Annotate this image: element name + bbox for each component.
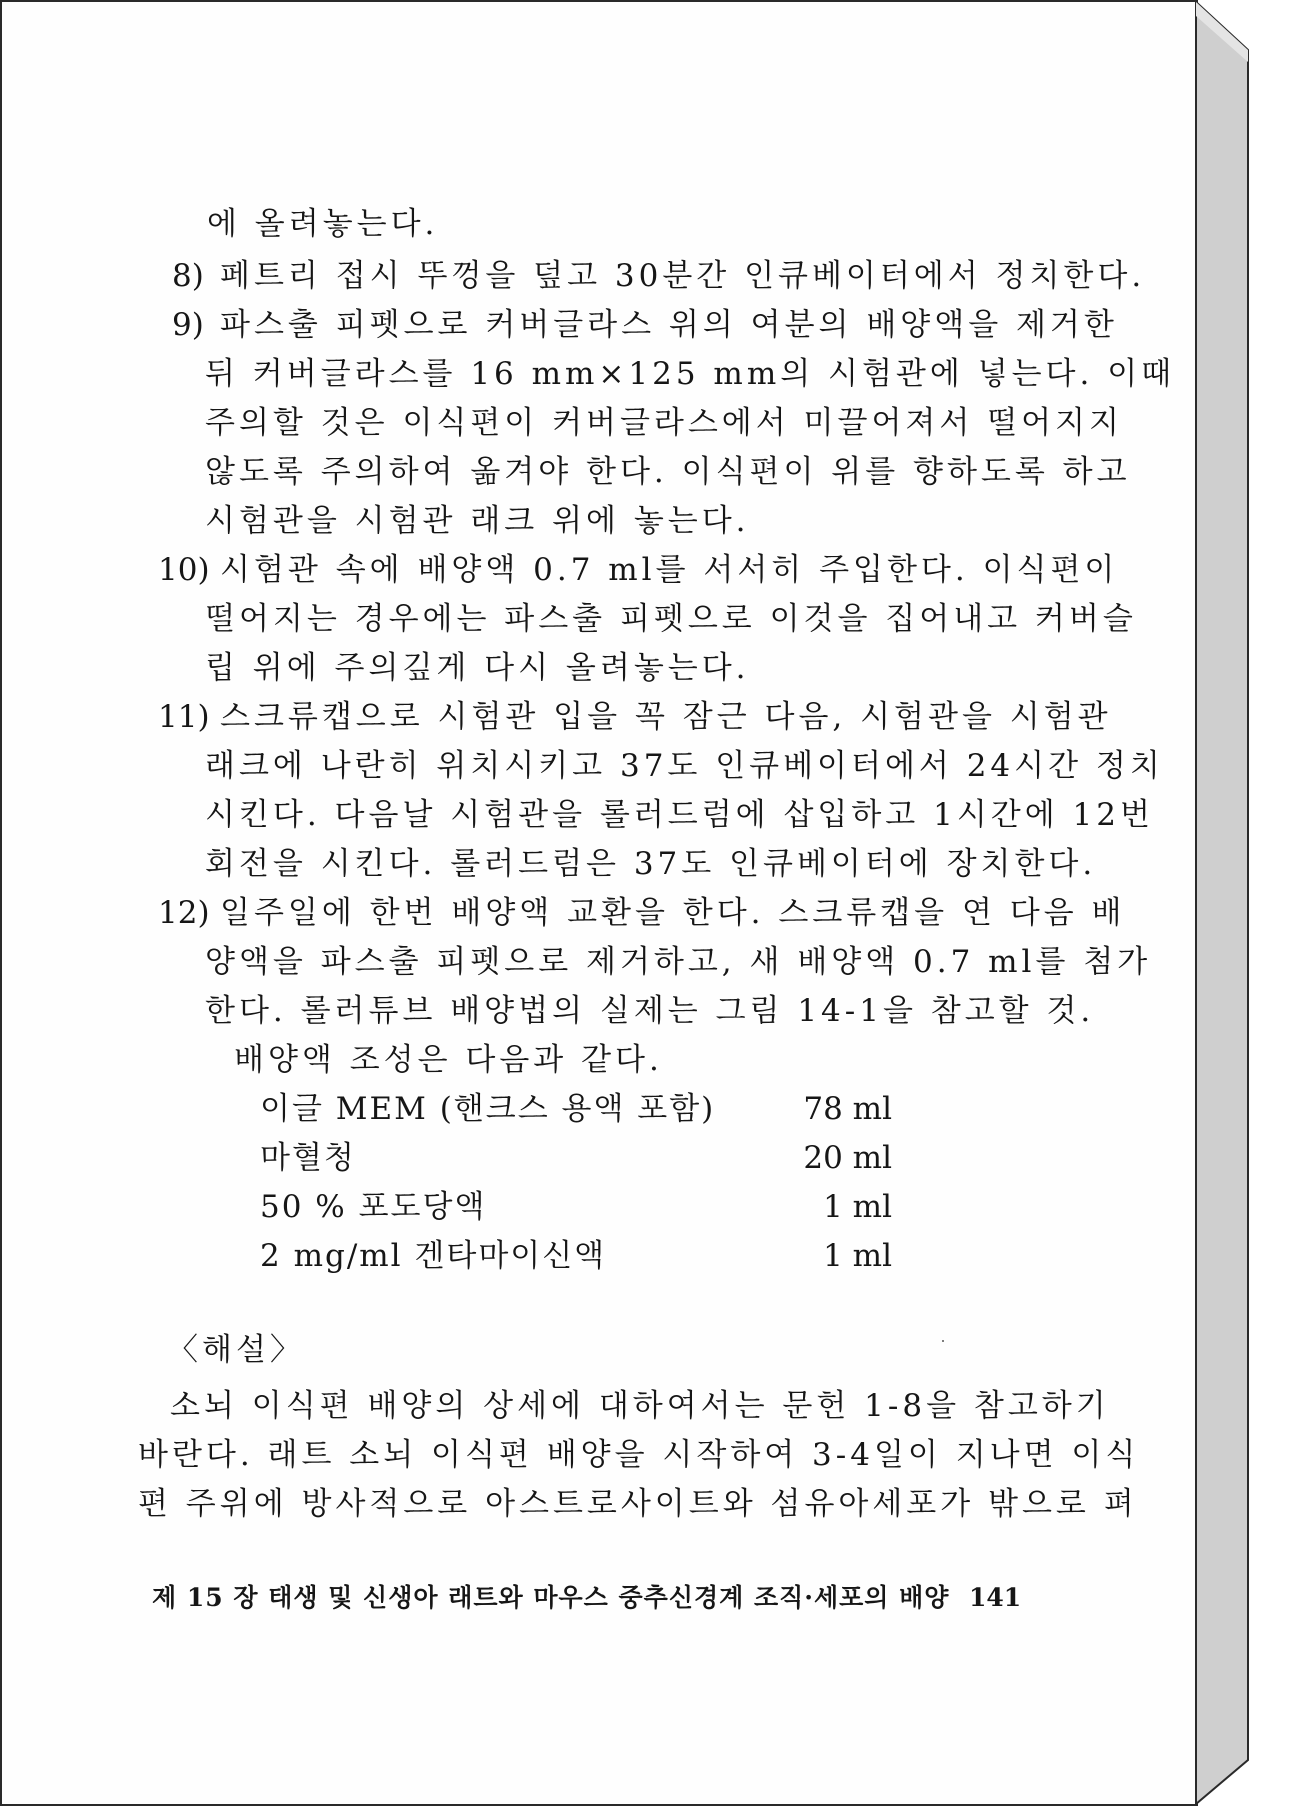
composition-item-name: 이글 MEM (핸크스 용액 포함) [260, 1091, 716, 1127]
commentary-text: 편 주위에 방사적으로 아스트로사이트와 섬유아세포가 밖으로 펴 [138, 1486, 1138, 1522]
step-11-text: 회전을 시킨다. 롤러드럼은 37도 인큐베이터에 장치한다. [205, 846, 1097, 882]
text-line: 에 올려놓는다. [207, 206, 439, 242]
step-12-text: 한다. 롤러튜브 배양법의 실제는 그림 14-1을 참고할 것. [205, 993, 1095, 1029]
composition-item-amount: 1 ml [823, 1189, 892, 1225]
step-11-text: 스크류캡으로 시험관 입을 꼭 잠근 다음, 시험관을 시험관 [220, 699, 1112, 735]
dust-speck [942, 1340, 944, 1342]
page-number: 141 [969, 1583, 1022, 1612]
step-10-text: 떨어지는 경우에는 파스출 피펫으로 이것을 집어내고 커버슬 [205, 601, 1137, 637]
step-number: 12) [158, 895, 210, 931]
page-stack-top [1196, 2, 1248, 62]
composition-item-name: 50 % 포도당액 [260, 1189, 487, 1225]
composition-intro: 배양액 조성은 다음과 같다. [234, 1042, 663, 1078]
composition-item-amount: 78 ml [803, 1091, 892, 1127]
composition-item-name: 마혈청 [260, 1140, 356, 1176]
commentary-text: 바란다. 래트 소뇌 이식편 배양을 시작하여 3-4일이 지나면 이식 [138, 1437, 1140, 1473]
step-8-text: 페트리 접시 뚜껑을 덮고 30분간 인큐베이터에서 정치한다. [220, 258, 1146, 294]
composition-item-amount: 20 ml [803, 1140, 892, 1176]
composition-item-name: 2 mg/ml 겐타마이신액 [260, 1238, 607, 1274]
step-number: 11) [158, 699, 210, 735]
commentary-text: 소뇌 이식편 배양의 상세에 대하여서는 문헌 1-8을 참고하기 [170, 1388, 1110, 1424]
step-11-text: 래크에 나란히 위치시키고 37도 인큐베이터에서 24시간 정치 [205, 748, 1164, 784]
composition-item-amount: 1 ml [823, 1238, 892, 1274]
commentary-heading: 〈해설〉 [167, 1332, 305, 1368]
step-9-text: 않도록 주의하여 옮겨야 한다. 이식편이 위를 향하도록 하고 [205, 454, 1131, 490]
step-number: 9) [172, 307, 204, 343]
step-10-text: 시험관 속에 배양액 0.7 ml를 서서히 주입한다. 이식편이 [220, 552, 1119, 588]
step-12-text: 양액을 파스출 피펫으로 제거하고, 새 배양액 0.7 ml를 첨가 [205, 944, 1152, 980]
step-number: 10) [158, 552, 210, 588]
step-10-text: 립 위에 주의깊게 다시 올려놓는다. [205, 650, 750, 686]
step-9-text: 시험관을 시험관 래크 위에 놓는다. [205, 503, 750, 539]
page-stack-edge [1196, 2, 1248, 1804]
step-9-text: 주의할 것은 이식편이 커버글라스에서 미끌어져서 떨어지지 [205, 405, 1123, 441]
step-number: 8) [172, 258, 204, 294]
chapter-footer: 제 15 장 태생 및 신생아 래트와 마우스 중추신경계 조직·세포의 배양 [152, 1583, 950, 1612]
step-11-text: 시킨다. 다음날 시험관을 롤러드럼에 삽입하고 1시간에 12번 [205, 797, 1154, 833]
step-9-text: 파스출 피펫으로 커버글라스 위의 여분의 배양액을 제거한 [220, 307, 1118, 343]
step-9-text: 뒤 커버글라스를 16 mm×125 mm의 시험관에 넣는다. 이때 [205, 356, 1176, 392]
step-12-text: 일주일에 한번 배양액 교환을 한다. 스크류캡을 연 다음 배 [220, 895, 1126, 931]
